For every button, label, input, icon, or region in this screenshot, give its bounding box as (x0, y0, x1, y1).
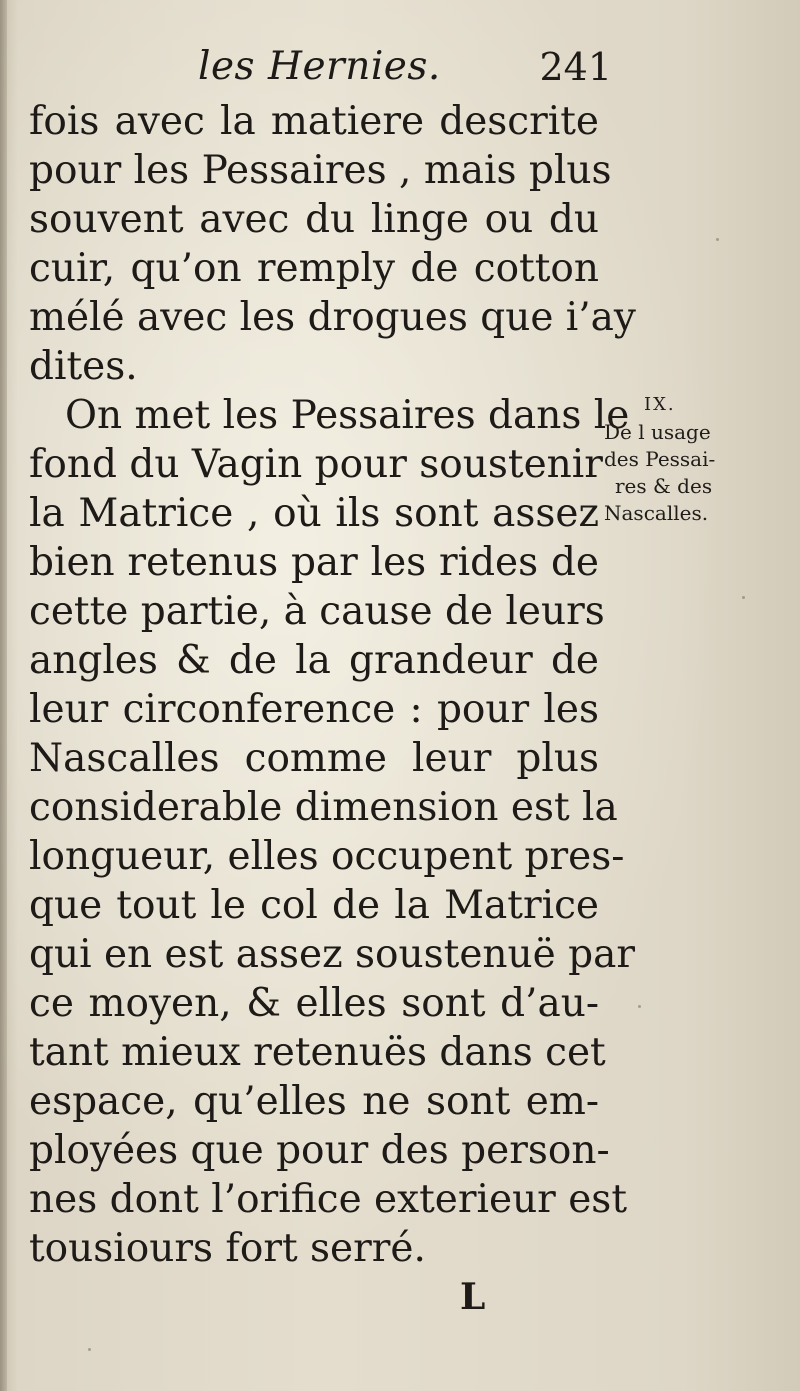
main-text-block (29, 98, 636, 1288)
signature-mark: L (460, 1276, 486, 1318)
text-line: fois avec la matiere descrite (29, 99, 599, 144)
text-line: longueur, elles occupent pres- (29, 834, 625, 879)
marginal-note-line: des Pessai- (604, 447, 716, 471)
paper-speckle (638, 1005, 641, 1008)
text-line: nes dont l’orifice exterieur est (29, 1177, 627, 1222)
text-line: ce moyen, & elles sont d’au- (29, 981, 599, 1026)
text-line: cette partie, à cause de leurs (29, 589, 605, 634)
marginal-note (604, 395, 744, 539)
text-line: la Matrice , où ils sont assez (29, 491, 599, 536)
marginal-note-line: Nascalles. (604, 501, 709, 525)
page-binding-edge (0, 0, 7, 1391)
paper-speckle (716, 238, 719, 241)
running-head: les Hernies. (198, 44, 441, 89)
paper-speckle (88, 1348, 91, 1351)
text-line: Nascalles comme leur plus (29, 736, 599, 781)
text-line: On met les Pessaires dans le (65, 393, 630, 438)
text-line: bien retenus par les rides de (29, 540, 599, 585)
marginal-note-number: IX. (644, 394, 676, 415)
text-line: pour les Pessaires , mais plus (29, 148, 612, 193)
text-line: mélé avec les drogues que i’ay (29, 295, 636, 340)
text-line: espace, qu’elles ne sont em- (29, 1079, 599, 1124)
text-line: cuir, qu’on remply de cotton (29, 246, 599, 291)
marginal-note-line: res & des (615, 474, 713, 498)
text-line: que tout le col de la Matrice (29, 883, 599, 928)
marginal-note-line: De l usage (604, 420, 711, 444)
text-line: ployées que pour des person- (29, 1128, 610, 1173)
paper-speckle (742, 596, 745, 599)
text-line: dites. (29, 344, 138, 389)
text-line: fond du Vagin pour soustenir (29, 442, 603, 487)
page-number: 241 (539, 45, 612, 89)
text-line: qui en est assez soustenuë par (29, 932, 635, 977)
page-header (198, 44, 612, 90)
text-line: souvent avec du linge ou du (29, 197, 599, 242)
text-line: tant mieux retenuës dans cet (29, 1030, 606, 1075)
text-line: angles & de la grandeur de (29, 638, 599, 683)
text-line: considerable dimension est la (29, 785, 618, 830)
text-line: tousiours fort serré. (29, 1226, 426, 1271)
text-line: leur circonference : pour les (29, 687, 599, 732)
